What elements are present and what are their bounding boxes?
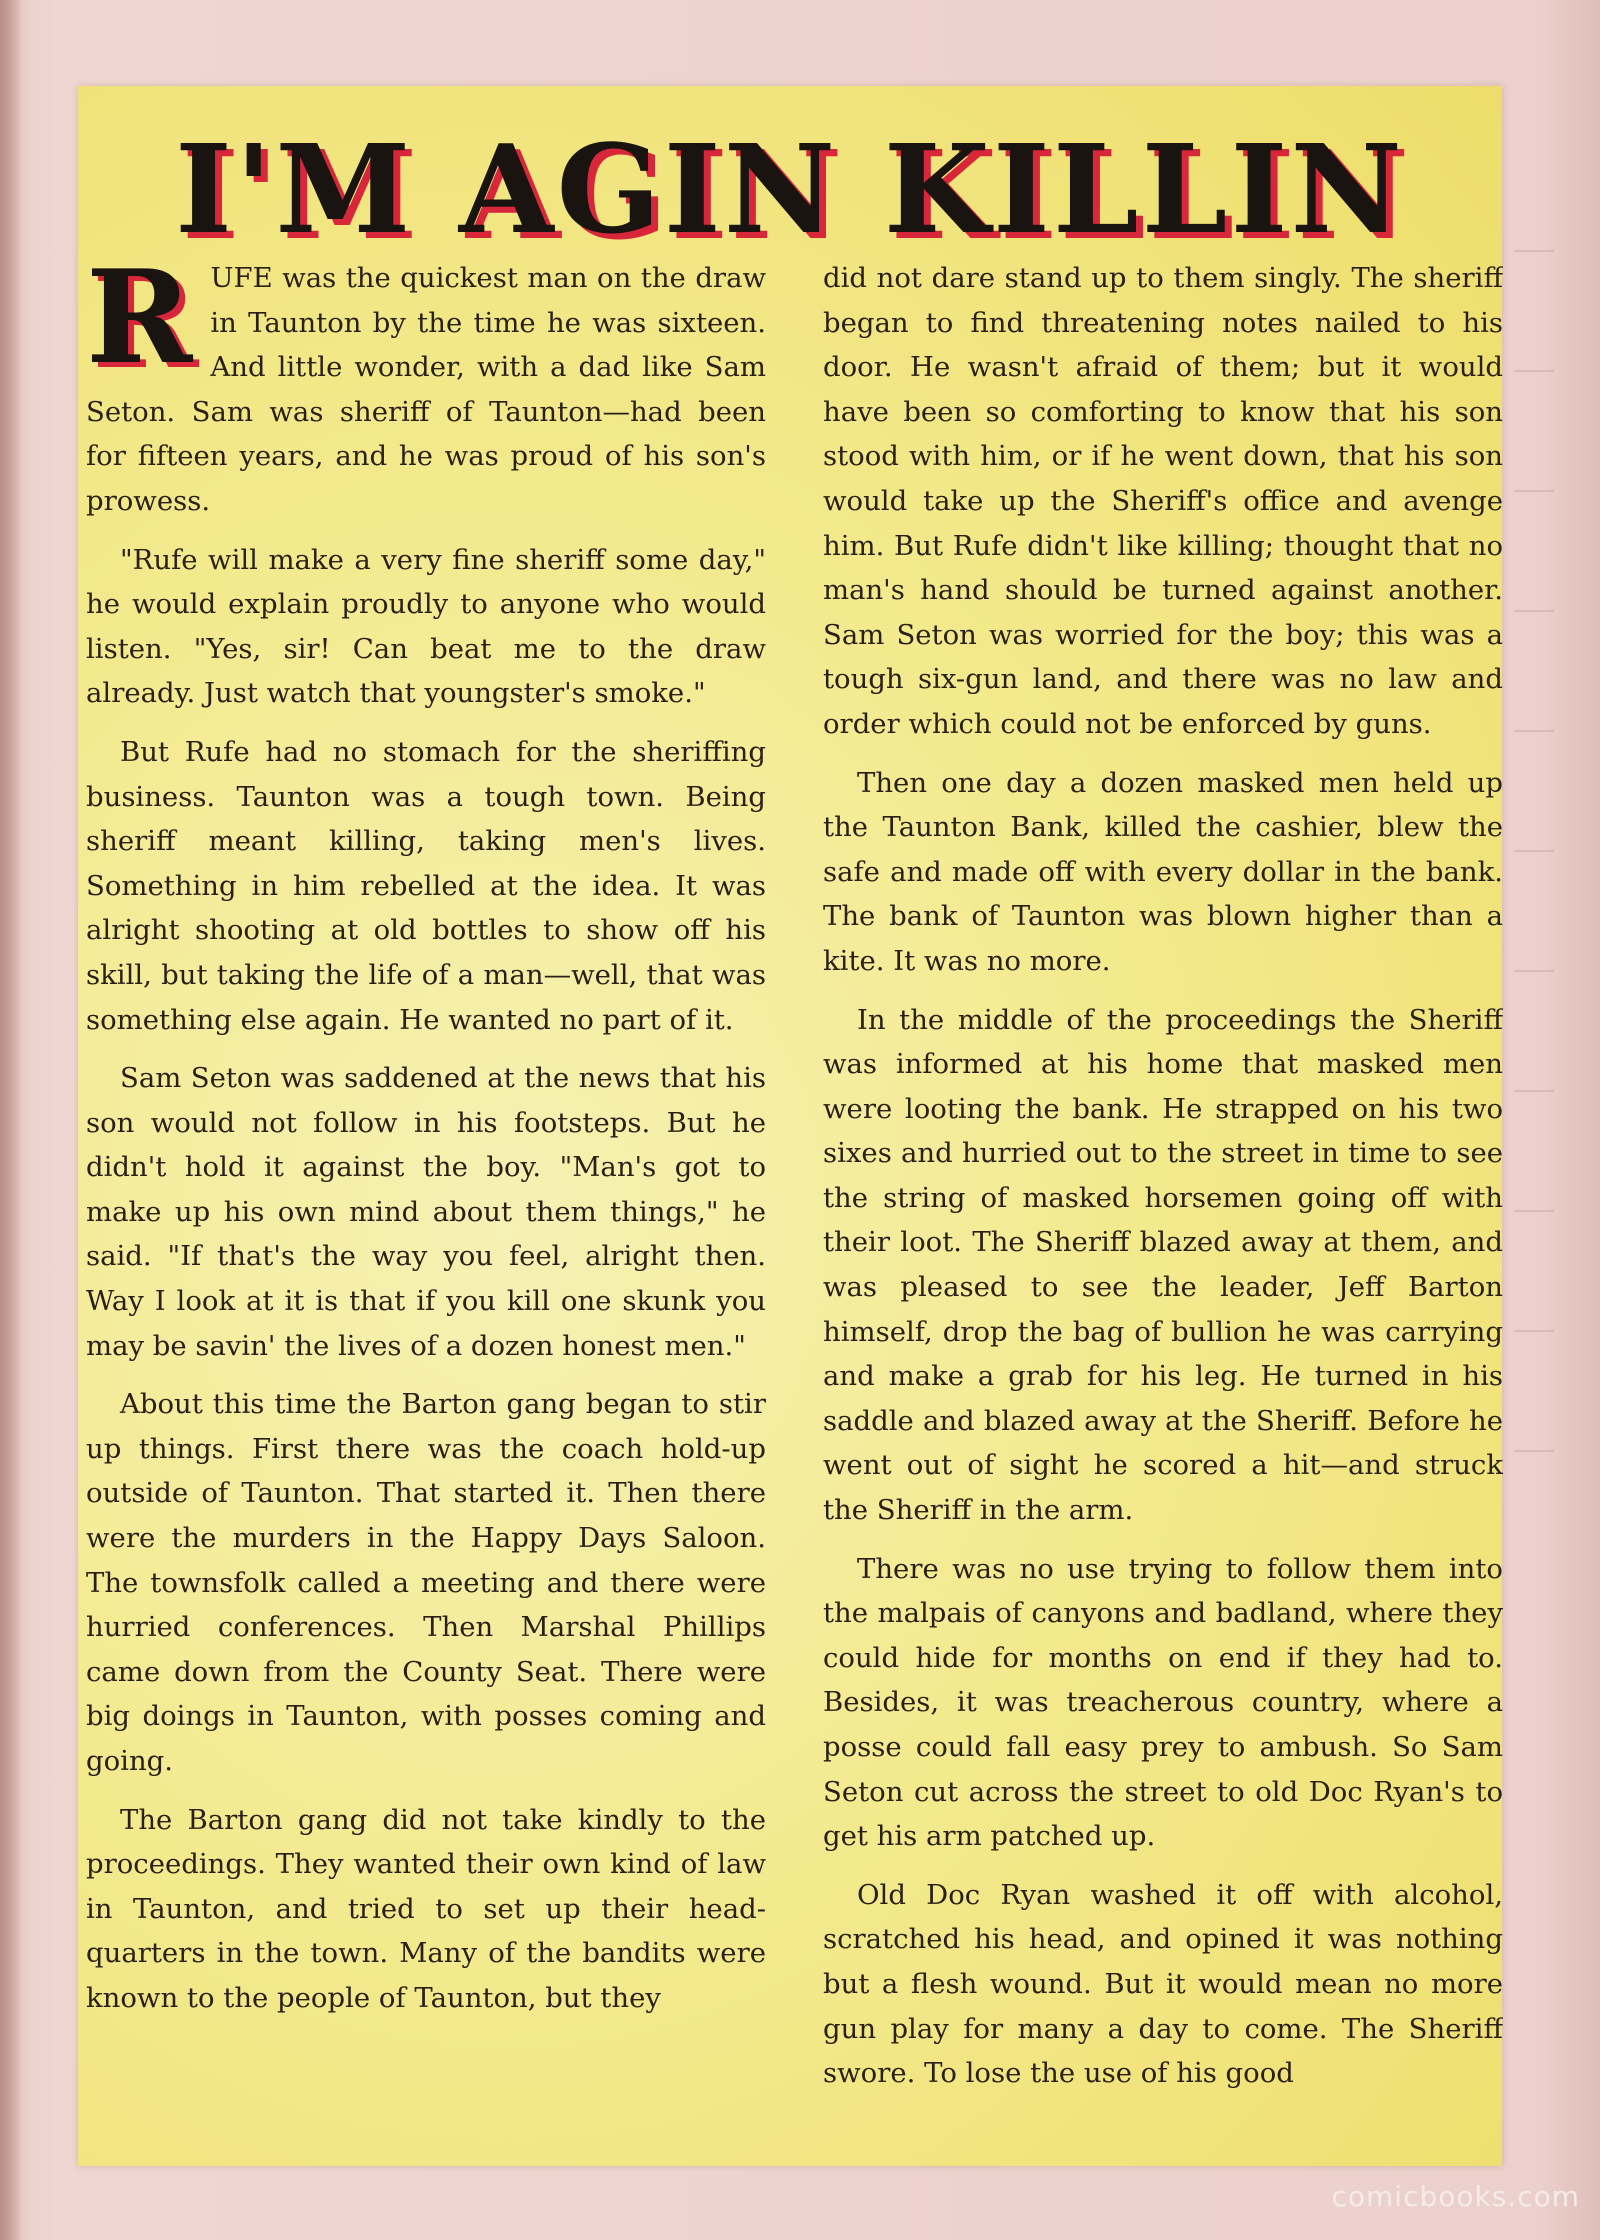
continued-paragraph: did not dare stand up to them singly. The sheriff began to find threatening notes nailed to his door. He wasn't afraid of them; but it would have been so comforting to know that his son stood with him, or if he went down, that his son would take up the Sheriff's office and avenge him. But Rufe didn't like killing; thought that no man's hand should be turned against another. Sam Seton was worried for the boy; this was a tough six-gun land, and there was no law and order which could not be enforced by guns. — [823, 262, 1503, 740]
paragraph: Sam Seton was saddened at the news that his son would not follow in his footsteps. But he didn't hold it against the boy. "Man's got to make up his own mind about them things," he said. "If that's the way you feel, alright then. Way I look at it is that if you kill one skunk you may be savin' the lives of a dozen honest men." — [86, 1062, 766, 1362]
opening-paragraph-text: UFE was the quickest man on the draw in Taunton by the time he was sixteen. And little wonder, with a dad like Sam Seton. Sam was sheriff of Taunton—had been for fifteen years, and he was proud of his son's prowess. — [86, 262, 766, 517]
paragraph: But Rufe had no stomach for the sheriffing business. Taunton was a tough town. Being sheriff meant killing, taking men's lives. Something in him rebelled at the idea. It was alright shooting at old bottles to show off his skill, but taking the life of a man—well, that was something else again. He wanted no part of it. — [86, 735, 766, 1036]
paragraph: There was no use trying to follow them into the malpais of canyons and badland, where they could hide for months on end if they had to. Besides, it was treacherous country, where a posse could fall easy prey to ambush. So Sam Seton cut across the street to old Doc Ryan's to get his arm patched up. — [823, 1552, 1503, 1853]
paragraph: About this time the Barton gang began to stir up things. First there was the coach hold-up outside of Taunton. That started it. Then there were the murders in the Happy Days Saloon. The townsfolk called a meeting and there were hurried conferences. Then Marshal Phillips came down from the County Seat. There were big doings in Taunton, with posses coming and going. — [86, 1388, 766, 1777]
drop-cap: R — [86, 256, 193, 393]
opening-paragraph — [86, 256, 766, 524]
site-watermark: comicbooks.com — [1331, 2180, 1580, 2213]
paragraph: Old Doc Ryan washed it off with alcohol, scratched his head, and opined it was nothing but a flesh wound. But it would mean no more gun play for many a day to come. The Sheriff swore. To lose the use of his good — [823, 1878, 1503, 2090]
story-title: I'M AGIN KILLIN — [174, 117, 1406, 261]
binding-shadow — [0, 0, 22, 2240]
paragraph: "Rufe will make a very fine sheriff some day," he would explain proudly to anyone who would listen. "Yes, sir! Can beat me to the draw already. Just watch that youngster's smoke." — [86, 543, 766, 710]
paragraph: In the middle of the proceedings the Sheriff was informed at his home that masked men were looting the bank. He strapped on his two sixes and hurried out to the street in time to see the string of masked horsemen going off with their loot. The Sheriff blazed away at them, and was pleased to see the leader, Jeff Barton himself, drop the bag of bullion he was carrying and make a grab for his leg. He turned in his saddle and blazed away at the Sheriff. Before he went out of sight he scored a hit—and struck the Sheriff in the arm. — [823, 1003, 1503, 1527]
paragraph: The Barton gang did not take kindly to the proceedings. They wanted their own kind of law in Taunton, and tried to set up their head-quarters in the town. Many of the bandits were known to the people of Taunton, but they — [86, 1803, 766, 2014]
paragraph: Then one day a dozen masked men held up the Taunton Bank, killed the cashier, blew the safe and made off with every dollar in the bank. The bank of Taunton was blown higher than a kite. It was no more. — [823, 766, 1503, 977]
story-panel — [78, 86, 1502, 2166]
page-edge-marks — [1514, 250, 1554, 1550]
right-column — [823, 256, 1503, 2156]
left-column — [86, 256, 766, 2156]
